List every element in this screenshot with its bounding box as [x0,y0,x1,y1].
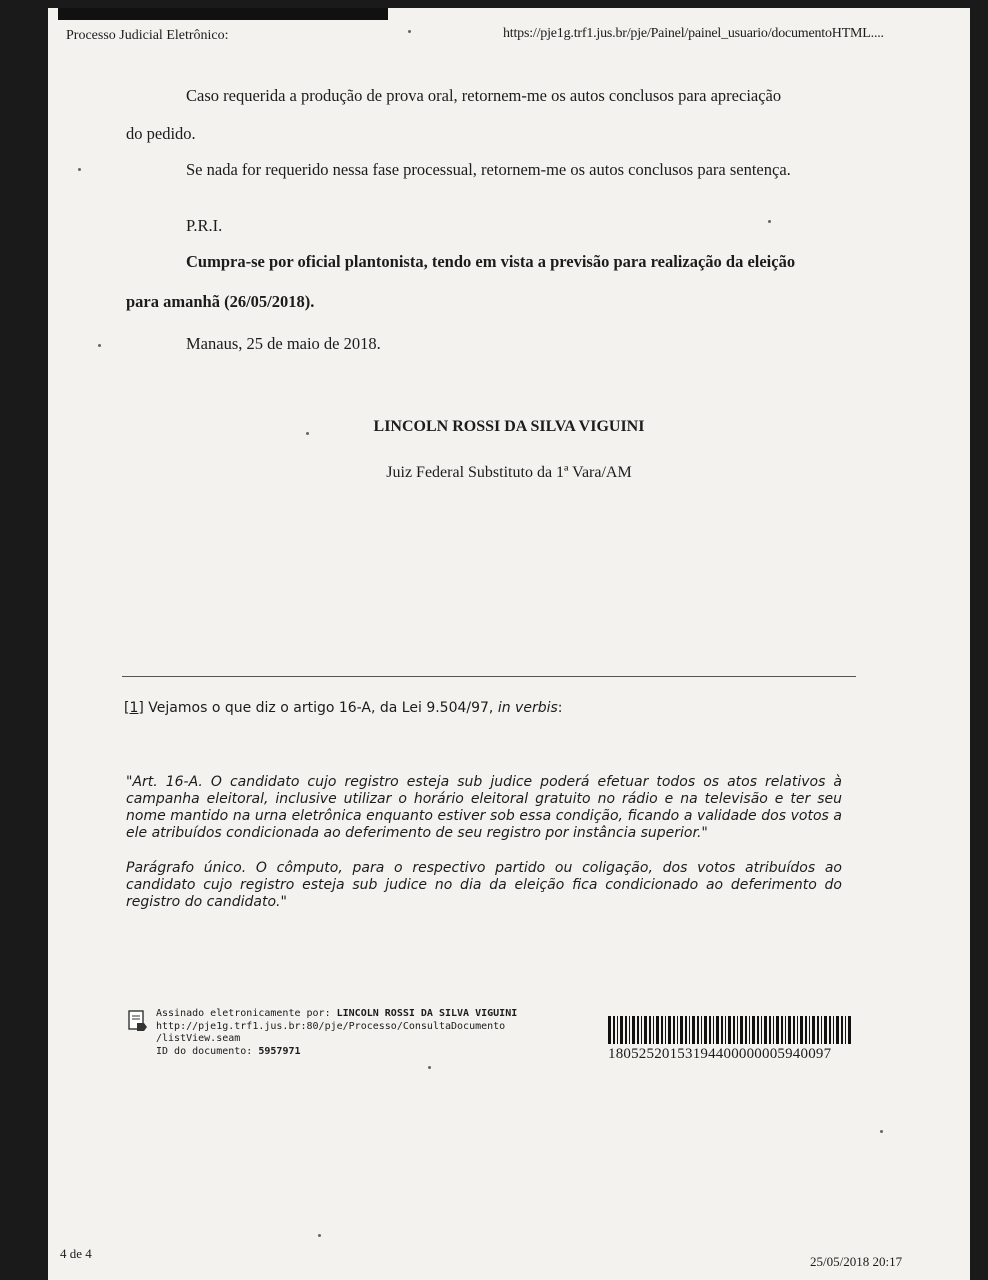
barcode-bar [716,1016,719,1044]
stamp-id-label: ID do documento: [156,1045,259,1057]
signatory-name: LINCOLN ROSSI DA SILVA VIGUINI [373,418,645,435]
barcode-bar [800,1016,803,1044]
paragraph-oral-evidence: Caso requerida a produção de prova oral, retornem-me os autos conclusos para apreciação [186,86,782,105]
barcode-bar [733,1016,735,1044]
barcode-bar [653,1016,654,1044]
barcode-bar [776,1016,779,1044]
barcode-bar [841,1016,843,1044]
barcode-number: 18052520153194400000005940097 [608,1046,832,1062]
footnote-divider [122,676,856,677]
barcode-bar [848,1016,851,1044]
place-date: Manaus, 25 de maio de 2018. [186,334,381,353]
signatory-role: Juiz Federal Substituto da 1ª Vara/AM [386,464,632,481]
scan-speck [306,432,309,435]
scan-speck [768,220,771,223]
barcode-bar [644,1016,647,1044]
footnote-italic: in verbis [497,700,558,716]
stamp-signer: LINCOLN ROSSI DA SILVA VIGUINI [336,1008,518,1019]
scan-speck [318,1234,321,1237]
scan-speck [428,1066,431,1069]
barcode-bar [845,1016,846,1044]
barcode-bar [821,1016,822,1044]
scan-speck [880,1130,883,1133]
barcode-bar [721,1016,723,1044]
barcode-bar [673,1016,675,1044]
barcode-bar [740,1016,743,1044]
stamp-url[interactable]: http://pje1g.trf1.jus.br:80/pje/Processo/ConsultaDocumento [156,1020,506,1032]
barcode-bar [805,1016,807,1044]
barcode-bar [668,1016,671,1044]
barcode-bar [797,1016,798,1044]
stamp-id: 5957971 [258,1045,301,1057]
scan-speck [98,344,101,347]
barcode-bar [737,1016,738,1044]
barcode-bar [788,1016,791,1044]
barcode-bar [749,1016,750,1044]
header-title: Processo Judicial Eletrônico: [66,28,229,43]
barcode-bar [836,1016,839,1044]
footnote-tail: : [557,700,563,716]
paragraph-no-request: Se nada for requerido nessa fase processual, retornem-me os autos conclusos para sentença. [186,160,791,179]
barcode-bar [665,1016,666,1044]
stamp-label: Assinado eletronicamente por: [156,1008,337,1019]
barcode-bar [689,1016,690,1044]
barcode-bar [641,1016,642,1044]
barcode-bar [809,1016,810,1044]
footnote-text: Vejamos o que diz o artigo 16-A, da Lei 9.504/97, [143,700,498,716]
barcode-bar [677,1016,678,1044]
scan-edge [58,8,388,20]
barcode-bar [692,1016,695,1044]
barcode-bar [745,1016,747,1044]
barcode-bar [824,1016,827,1044]
barcode-bar [697,1016,699,1044]
barcode-bar [608,1016,611,1044]
barcode-bar [613,1016,615,1044]
barcode-bar [764,1016,767,1044]
barcode-bar [817,1016,819,1044]
barcode-bar [781,1016,783,1044]
barcode-bar [680,1016,683,1044]
scan-speck [78,168,81,171]
barcode-bar [829,1016,831,1044]
print-datetime: 25/05/2018 20:17 [810,1254,903,1269]
barcode-bar [685,1016,687,1044]
barcode-bar [661,1016,663,1044]
barcode-bar [785,1016,786,1044]
stamp-url-cont[interactable]: /listView.seam [156,1033,241,1044]
barcode-bar [701,1016,702,1044]
barcode-bar [752,1016,755,1044]
barcode-bar [617,1016,618,1044]
barcode-bar [709,1016,711,1044]
barcode-bar [632,1016,635,1044]
document-page [48,8,970,1280]
page-number: 4 de 4 [60,1246,92,1261]
paragraph-officer: Cumpra-se por oficial plantonista, tendo em vista a previsão para realização da eleição [186,252,796,271]
footnote [124,700,563,716]
barcode-bar [625,1016,627,1044]
document-signature-icon [128,1010,148,1032]
barcode-bar [769,1016,771,1044]
barcode-bar [713,1016,714,1044]
paragraph-oral-evidence-cont: do pedido. [126,124,196,143]
barcode-bar [656,1016,659,1044]
paragraph-pri: P.R.I. [186,216,223,235]
header-url: https://pje1g.trf1.jus.br/pje/Painel/painel_usuario/documentoHTML.... [503,26,884,41]
scan-speck [408,30,411,33]
quote-paragraph: Parágrafo único. O cômputo, para o respectivo partido ou coligação, dos votos atribuídos ao candidato cujo registro esteja sub judice no dia da eleição fica condicionado ao deferimento do registro do candidato." [126,860,842,910]
footnote-ref-link[interactable]: [1] [124,700,144,716]
barcode-bar [793,1016,795,1044]
barcode-bar [629,1016,630,1044]
barcode-bar [704,1016,707,1044]
barcode-bar [620,1016,623,1044]
quote-article: "Art. 16-A. O candidato cujo registro esteja sub judice poderá efetuar todos os atos relativos à campanha eleitoral, inclusive utilizar o horário eleitoral gratuito no rádio e na televisão e ter seu nome mantido na urna eletrônica enquanto estiver sob essa condição, ficando a validade dos votos a ele atribuídos condicionada ao deferimento de seu registro por instância superior." [126,774,842,841]
barcode-bar [833,1016,834,1044]
barcode-bar [757,1016,759,1044]
barcode-bar [773,1016,774,1044]
barcode-bar [725,1016,726,1044]
barcode-bar [637,1016,639,1044]
barcode-bar [649,1016,651,1044]
barcode-bar [761,1016,762,1044]
barcode [608,1016,854,1044]
paragraph-officer-cont: para amanhã (26/05/2018). [126,292,315,311]
barcode-bar [728,1016,731,1044]
barcode-bar [812,1016,815,1044]
